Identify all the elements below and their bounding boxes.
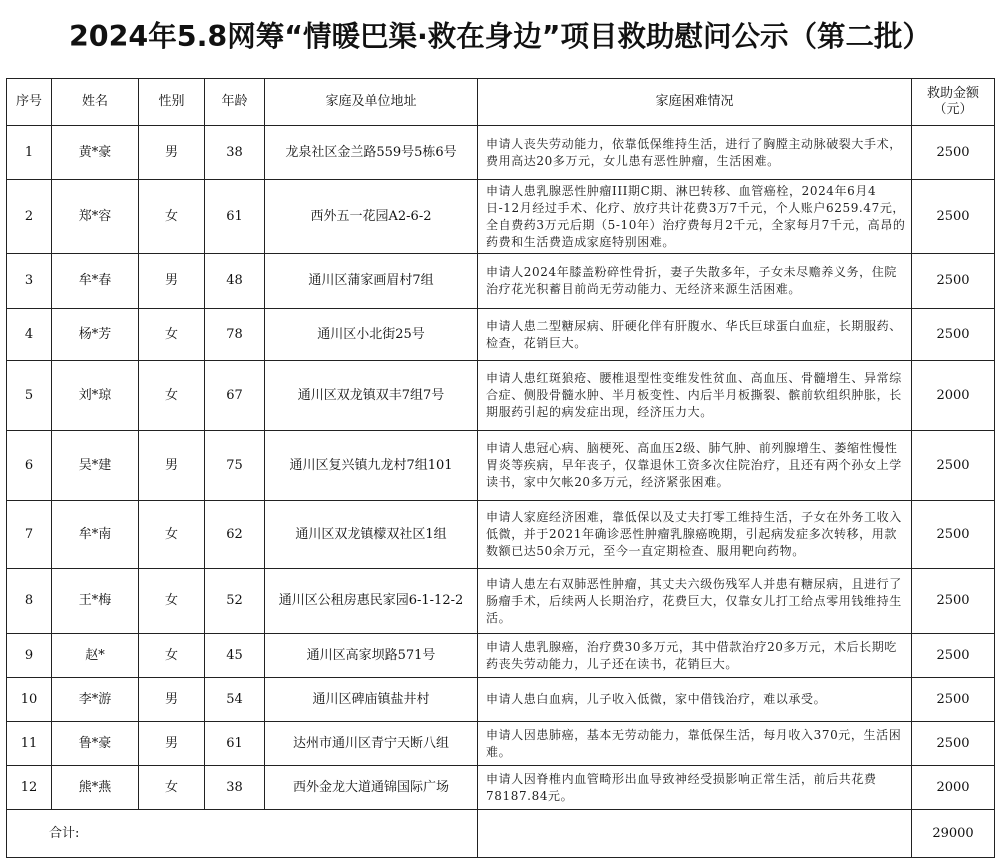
row-gender: 女 [139,569,205,634]
row-situation: 申请人患乳腺癌，治疗费30多万元，其中借款治疗20多万元，术后长期吃药丧失劳动能力，儿子还在读书，花销巨大。 [478,634,912,678]
row-name: 刘*琼 [52,361,139,431]
table-row [7,501,995,569]
row-amount: 2500 [912,678,995,722]
row-index: 10 [7,678,52,722]
row-address: 通川区双龙镇檬双社区1组 [265,501,478,569]
row-age: 38 [205,766,265,810]
row-situation: 申请人患左右双肺恶性肿瘤，其丈夫六级伤残军人并患有糖尿病，且进行了肠瘤手术，后续两人长期治疗，花费巨大，仅靠女儿打工给点零用钱维持生活。 [478,569,912,634]
row-gender: 女 [139,309,205,361]
row-situation: 申请人因脊椎内血管畸形出血导致神经受损影响正常生活，前后共花费78187.84元。 [478,766,912,810]
row-name: 熊*燕 [52,766,139,810]
header-gender: 性别 [139,79,205,126]
row-index: 1 [7,126,52,180]
table-row [7,361,995,431]
row-amount: 2500 [912,501,995,569]
row-gender: 女 [139,361,205,431]
row-index: 12 [7,766,52,810]
total-label: 合计: [7,810,478,858]
row-name: 牟*春 [52,254,139,309]
row-index: 6 [7,431,52,501]
row-address: 通川区双龙镇双丰7组7号 [265,361,478,431]
row-name: 鲁*豪 [52,722,139,766]
row-gender: 男 [139,722,205,766]
row-situation: 申请人2024年膝盖粉碎性骨折，妻子失散多年，子女未尽赡养义务，住院治疗花光积蓄目前尚无劳动能力、无经济来源生活困难。 [478,254,912,309]
row-name: 吴*建 [52,431,139,501]
row-name: 黄*豪 [52,126,139,180]
header-situation: 家庭困难情况 [478,79,912,126]
row-age: 38 [205,126,265,180]
row-address: 西外金龙大道通锦国际广场 [265,766,478,810]
row-situation: 申请人家庭经济困难，靠低保以及丈夫打零工维持生活，子女在外务工收入低微，并于2021年确诊恶性肿瘤乳腺癌晚期，引起病发症多次转移，用款数额已达50余万元，至今一直定期检查、服用靶向药物。 [478,501,912,569]
row-age: 48 [205,254,265,309]
row-amount: 2000 [912,766,995,810]
row-name: 郑*容 [52,180,139,254]
row-amount: 2500 [912,309,995,361]
row-index: 11 [7,722,52,766]
row-address: 西外五一花园A2-6-2 [265,180,478,254]
row-age: 45 [205,634,265,678]
row-situation: 申请人患冠心病、脑梗死、高血压2级、肺气肿、前列腺增生、萎缩性慢性胃炎等疾病，早年丧子，仅靠退休工资多次住院治疗，且还有两个孙女上学读书，家中欠帐20多万元，经济紧张困难。 [478,431,912,501]
header-amount: 救助金额（元） [912,79,995,126]
table-row [7,431,995,501]
row-age: 78 [205,309,265,361]
row-amount: 2500 [912,431,995,501]
row-age: 61 [205,180,265,254]
row-index: 2 [7,180,52,254]
row-gender: 男 [139,254,205,309]
row-index: 5 [7,361,52,431]
row-age: 75 [205,431,265,501]
row-amount: 2500 [912,634,995,678]
table-row [7,678,995,722]
table-header-row [7,79,995,126]
row-amount: 2500 [912,254,995,309]
row-name: 杨*芳 [52,309,139,361]
row-name: 牟*南 [52,501,139,569]
row-address: 通川区蒲家画眉村7组 [265,254,478,309]
row-age: 54 [205,678,265,722]
row-index: 3 [7,254,52,309]
total-spacer [478,810,912,858]
row-index: 4 [7,309,52,361]
table-row [7,180,995,254]
row-situation: 申请人丧失劳动能力，依靠低保维持生活，进行了胸膛主动脉破裂大手术，费用高达20多万元，女儿患有恶性肿瘤，生活困难。 [478,126,912,180]
row-age: 61 [205,722,265,766]
row-name: 王*梅 [52,569,139,634]
row-address: 通川区小北街25号 [265,309,478,361]
row-gender: 女 [139,634,205,678]
row-index: 8 [7,569,52,634]
total-row [7,810,995,858]
row-situation: 申请人患红斑狼疮、腰椎退型性变维发性贫血、高血压、骨髓增生、异常综合症、侧股骨髓水肿、半月板变性、内后半月板撕裂、髌前软组织肿胀，长期服药引起的病发症出现，经济压力大。 [478,361,912,431]
row-address: 通川区公租房惠民家园6-1-12-2 [265,569,478,634]
row-address: 龙泉社区金兰路559号5栋6号 [265,126,478,180]
row-amount: 2500 [912,126,995,180]
row-address: 通川区复兴镇九龙村7组101 [265,431,478,501]
table-row [7,254,995,309]
header-index: 序号 [7,79,52,126]
row-situation: 申请人患乳腺恶性肿瘤III期C期、淋巴转移、血管癌栓，2024年6月4日-12月经过手术、化疗、放疗共计花费3万7千元，个人账户6259.47元，全自费药3万元后期（5-10年）治疗费每月2千元，全家每月7千元，高昂的药费和生活费造成家庭特别困难。 [478,180,912,254]
row-age: 62 [205,501,265,569]
table-row [7,634,995,678]
row-gender: 女 [139,180,205,254]
row-gender: 男 [139,126,205,180]
row-age: 67 [205,361,265,431]
row-gender: 女 [139,766,205,810]
row-amount: 2500 [912,569,995,634]
row-age: 52 [205,569,265,634]
row-gender: 女 [139,501,205,569]
row-name: 赵* [52,634,139,678]
table-row [7,722,995,766]
header-age: 年龄 [205,79,265,126]
relief-table [6,78,995,858]
row-amount: 2500 [912,180,995,254]
row-situation: 申请人患二型糖尿病、肝硬化伴有肝腹水、华氏巨球蛋白血症，长期服药、检查，花销巨大。 [478,309,912,361]
row-index: 9 [7,634,52,678]
row-gender: 男 [139,678,205,722]
row-name: 李*游 [52,678,139,722]
row-index: 7 [7,501,52,569]
row-situation: 申请人患白血病，儿子收入低微，家中借钱治疗，难以承受。 [478,678,912,722]
row-address: 通川区高家坝路571号 [265,634,478,678]
row-amount: 2000 [912,361,995,431]
table-row [7,569,995,634]
row-address: 达州市通川区青宁天断八组 [265,722,478,766]
table-row [7,309,995,361]
total-amount: 29000 [912,810,995,858]
row-situation: 申请人因患肺癌，基本无劳动能力，靠低保生活，每月收入370元，生活困难。 [478,722,912,766]
row-gender: 男 [139,431,205,501]
row-address: 通川区碑庙镇盐井村 [265,678,478,722]
table-row [7,126,995,180]
row-amount: 2500 [912,722,995,766]
page-title: 2024年5.8网筹“情暖巴渠·救在身边”项目救助慰问公示（第二批） [68,20,932,53]
table-row [7,766,995,810]
header-name: 姓名 [52,79,139,126]
header-address: 家庭及单位地址 [265,79,478,126]
